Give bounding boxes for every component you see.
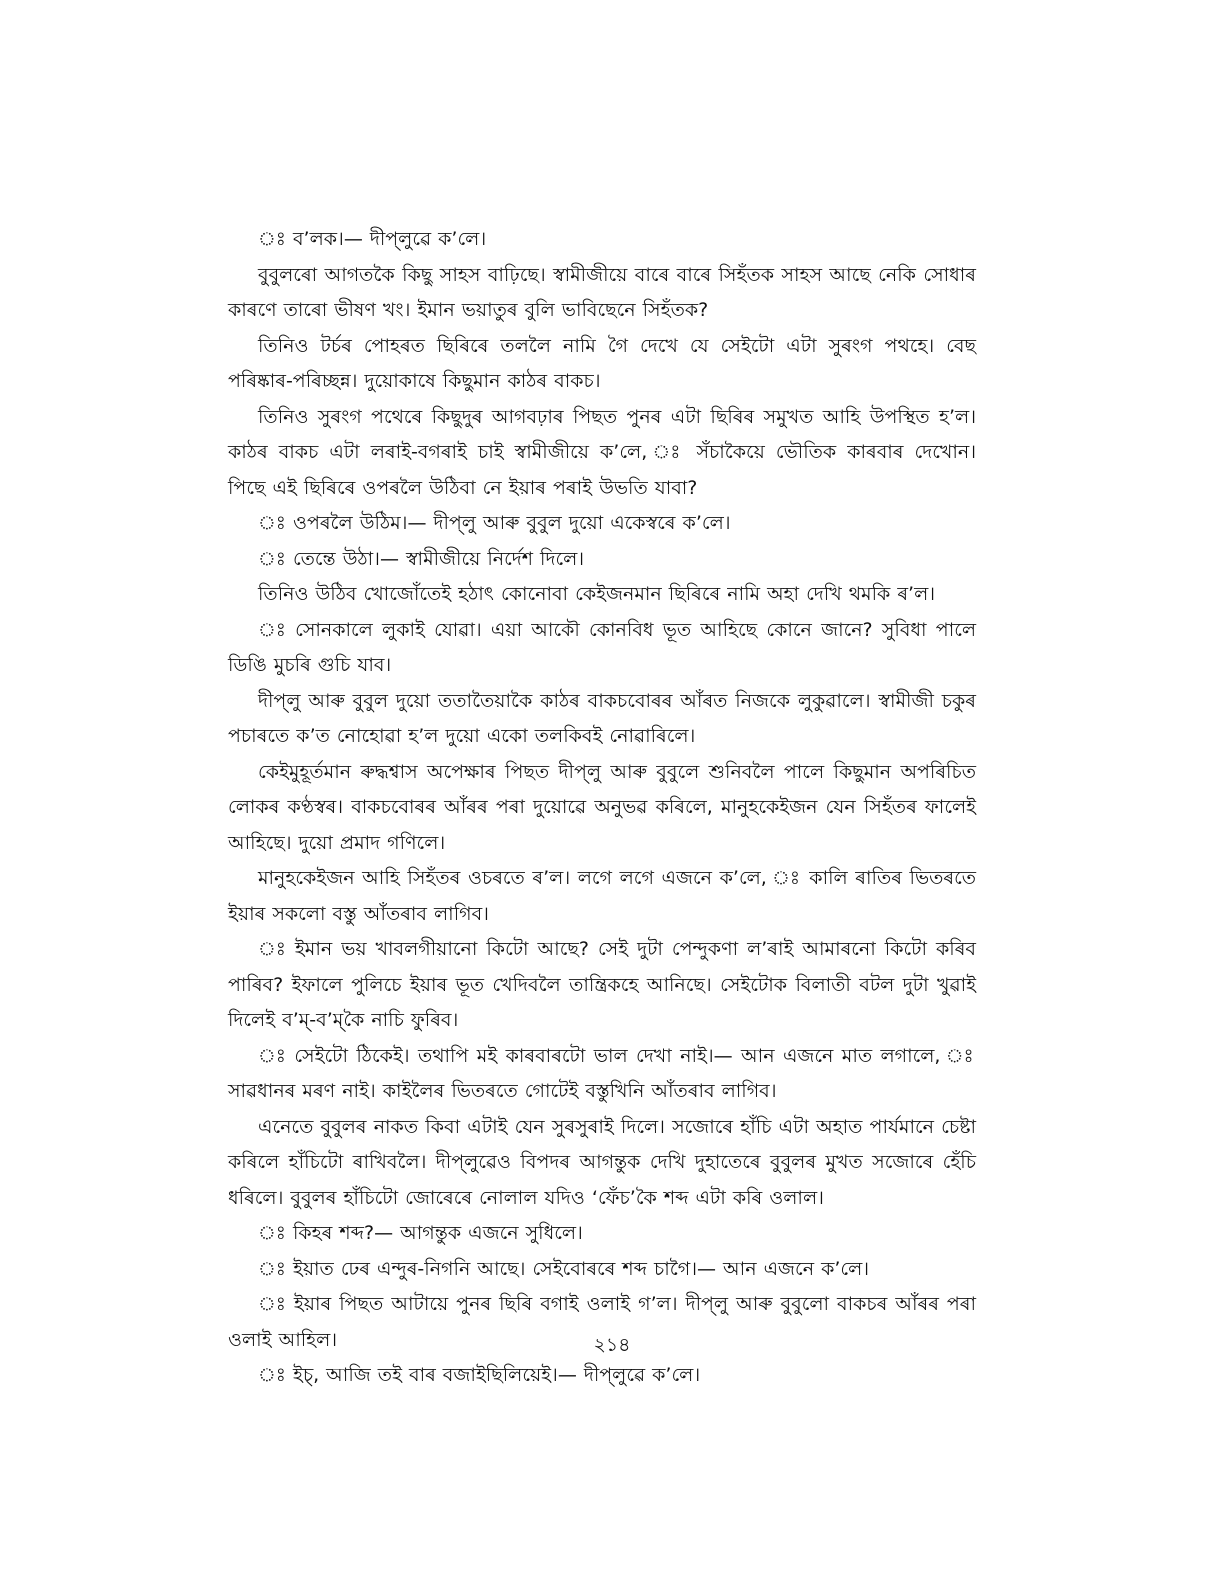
paragraph: দীপ্‌লু আৰু বুবুল দুয়ো ততাতৈয়াকৈ কাঠৰ বাকচবোৰৰ আঁৰত নিজকে লুকুৱালে। স্বামীজী চকুৰ পচাৰতে ক’ত নোহোৱা হ’ল দুয়ো একো তলকিবই নোৱাৰিলে। bbox=[228, 689, 976, 747]
paragraph: মানুহকেইজন আহি সিহঁতৰ ওচৰতে ৰ’ল। লগে লগে এজনে ক’লে, ঃ কালি ৰাতিৰ ভিতৰতে ইয়াৰ সকলো বস্তু আঁতৰাব লাগিব। bbox=[228, 867, 976, 925]
paragraph: ঃ ইয়াৰ পিছত আটায়ে পুনৰ ছিৰি বগাই ওলাই গ’ল। দীপ্‌লু আৰু বুবুলো বাকচৰ আঁৰৰ পৰা ওলাই আহিল। bbox=[228, 1293, 976, 1351]
paragraph: ঃ সোনকালে লুকাই যোৱা। এয়া আকৌ কোনবিধ ভূত আহিছে কোনে জানে? সুবিধা পালে ডিঙি মুচৰি গুচি যাব। bbox=[228, 618, 976, 676]
paragraph: তিনিও টৰ্চৰ পোহৰত ছিৰিৰে তললৈ নামি গৈ দেখে যে সেইটো এটা সুৰংগ পথহে। বেছ পৰিষ্কাৰ-পৰিচ্ছন্ন। দুয়োকাষে কিছুমান কাঠৰ বাকচ। bbox=[228, 334, 976, 392]
page-body bbox=[228, 222, 976, 1394]
paragraph: ঃ কিহৰ শব্দ?— আগন্তুক এজনে সুধিলে। bbox=[258, 1222, 583, 1244]
page-number: ২১৪ bbox=[593, 1334, 631, 1356]
paragraph: বুবুলৰো আগতকৈ কিছু সাহস বাঢ়িছে। স্বামীজীয়ে বাৰে বাৰে সিহঁতক সাহস আছে নেকি সোধাৰ কাৰণে তাৰো ভীষণ খং। ইমান ভয়াতুৰ বুলি ভাবিছেনে সিহঁতক? bbox=[228, 263, 976, 321]
paragraph: কেইমুহূৰ্তমান ৰুদ্ধশ্বাস অপেক্ষাৰ পিছত দীপ্‌লু আৰু বুবুলে শুনিবলৈ পালে কিছুমান অপৰিচিত লোকৰ কণ্ঠস্বৰ। বাকচবোৰৰ আঁৰৰ পৰা দুয়োৱে অনুভৱ কৰিলে, মানুহকেইজন যেন সিহঁতৰ ফালেই আহিছে। দুয়ো প্ৰমাদ গণিলে। bbox=[228, 760, 976, 854]
paragraph: ঃ ওপৰলৈ উঠিম।— দীপ্‌লু আৰু বুবুল দুয়ো একেস্বৰে ক’লে। bbox=[258, 512, 731, 534]
paragraph: ঃ ব’লক।— দীপ্‌লুৱে ক’লে। bbox=[258, 228, 487, 250]
paragraph: এনেতে বুবুলৰ নাকত কিবা এটাই যেন সুৰসুৰাই দিলে। সজোৰে হাঁচি এটা অহাত পাৰ্যমানে চেষ্টা কৰিলে হাঁচিটো ৰাখিবলৈ। দীপ্‌লুৱেও বিপদৰ আগন্তুক দেখি দুহাতেৰে বুবুলৰ মুখত সজোৰে হেঁচি ধৰিলে। বুবুলৰ হাঁচিটো জোৰেৰে নোলাল যদিও ‘ফেঁচ’কৈ শব্দ এটা কৰি ওলাল। bbox=[228, 1115, 976, 1209]
paragraph: ঃ সেইটো ঠিকেই। তথাপি মই কাৰবাৰটো ভাল দেখা নাই।— আন এজনে মাত লগালে, ঃ সাৱধানৰ মৰণ নাই। কাইলৈৰ ভিতৰতে গোটেই বস্তুখিনি আঁতৰাব লাগিব। bbox=[228, 1044, 976, 1102]
paragraph: ঃ ইয়াত ঢেৰ এন্দুৰ-নিগনি আছে। সেইবোৰৰে শব্দ চাগৈ।— আন এজনে ক’লে। bbox=[258, 1257, 870, 1280]
paragraph: তিনিও উঠিব খোজোঁতেই হঠাৎ কোনোবা কেইজনমান ছিৰিৰে নামি অহা দেখি থমকি ৰ’ল। bbox=[258, 583, 936, 605]
paragraph: ঃ ইমান ভয় খাবলগীয়ানো কিটো আছে? সেই দুটা পেন্দুকণা ল’ৰাই আমাৰনো কিটো কৰিব পাৰিব? ইফালে পুলিচে ইয়াৰ ভূত খেদিবলৈ তান্ত্ৰিকহে আনিছে। সেইটোক বিলাতী বটল দুটা খুৱাই দিলেই ব’ম্‌-ব’ম্‌কৈ নাচি ফুৰিব। bbox=[228, 938, 976, 1031]
paragraph: ঃ তেন্তে উঠা।— স্বামীজীয়ে নিৰ্দেশ দিলে। bbox=[258, 547, 585, 570]
paragraph: তিনিও সুৰংগ পথেৰে কিছুদুৰ আগবঢ়াৰ পিছত পুনৰ এটা ছিৰিৰ সমুখত আহি উপস্থিত হ’ল। কাঠৰ বাকচ এটা লৰাই-বগৰাই চাই স্বামীজীয়ে ক’লে, ঃ সঁচাকৈয়ে ভৌতিক কাৰবাৰ দেখোন। পিছে এই ছিৰিৰে ওপৰলৈ উঠিবা নে ইয়াৰ পৰাই উভতি যাবা? bbox=[228, 405, 976, 499]
paragraph: ঃ ইচ্‌, আজি তই বাৰ বজাইছিলিয়েই।— দীপ্‌লুৱে ক’লে। bbox=[258, 1364, 701, 1386]
